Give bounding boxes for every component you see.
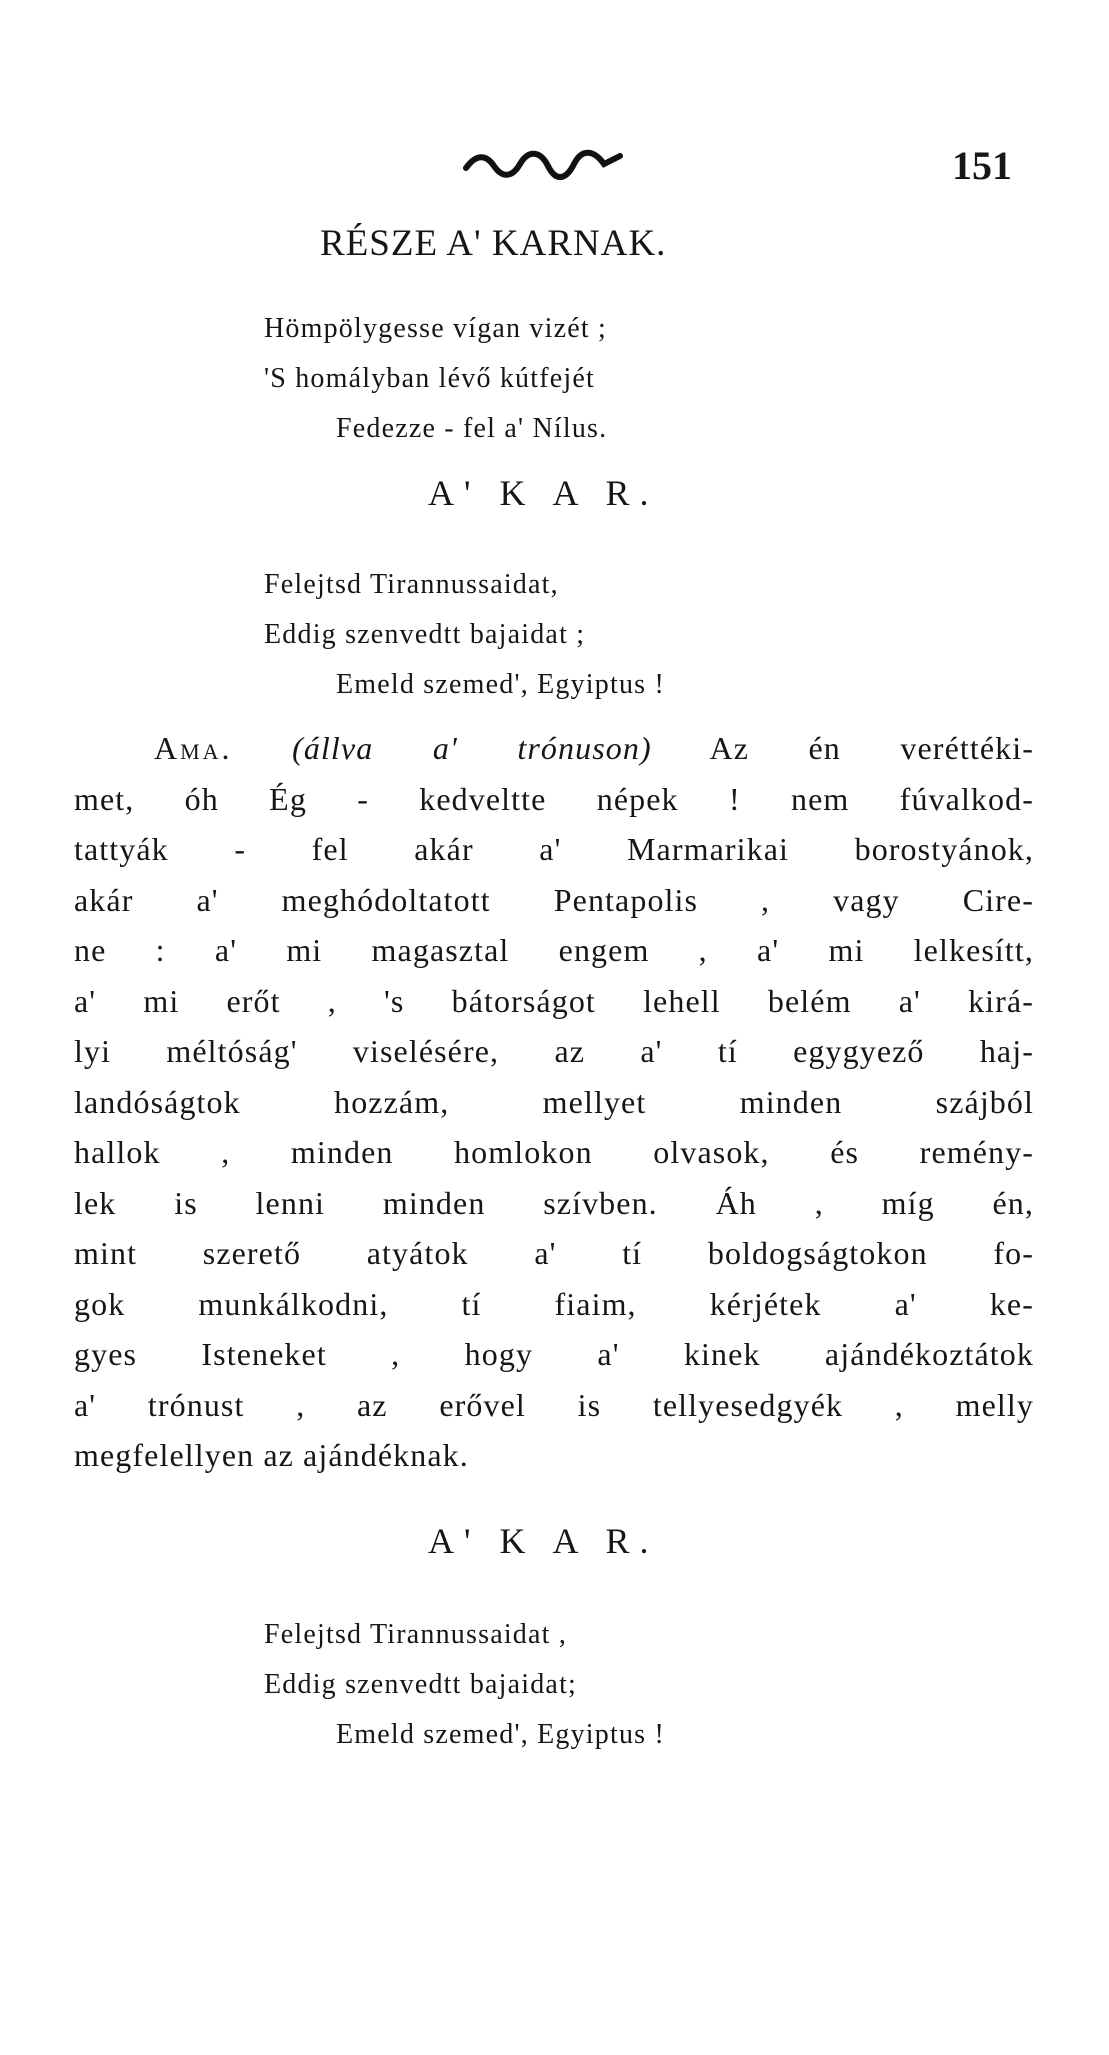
verse-stanza-1 xyxy=(264,304,607,454)
verse-line: Emeld szemed', Egyiptus ! xyxy=(336,1719,665,1750)
prose-line: akár a' meghódoltatott Pentapolis , vagy Cire- xyxy=(74,881,1034,918)
verse-stanza-3 xyxy=(264,1610,665,1760)
prose-line: lyi méltóság' viselésére, az a' tí egygyező haj- xyxy=(74,1033,1034,1069)
prose-line: lek is lenni minden szívben. Áh , míg én, xyxy=(74,1184,1034,1221)
prose-line: tattyák - fel akár a' Marmarikai borostyánok, xyxy=(74,831,1034,867)
prose-line: a' trónust , az erővel is tellyesedgyék , melly xyxy=(74,1386,1034,1423)
prose-line: hallok , minden homlokon olvasok, és remény- xyxy=(74,1134,1034,1170)
chorus-label: A' K A R. xyxy=(428,473,659,513)
prose-line: met, óh Ég - kedveltte népek ! nem fúvalkod- xyxy=(74,780,1034,817)
verse-line: Hömpölygesse vígan vizét ; xyxy=(264,313,608,344)
verse-line: Fedezze - fel a' Nílus. xyxy=(336,413,608,444)
verse-line: Eddig szenvedtt bajaidat; xyxy=(264,1669,578,1700)
verse-stanza-2 xyxy=(264,560,665,710)
prose-line: mint szerető atyátok a' tí boldogságtokon fo- xyxy=(74,1235,1034,1271)
stage-direction: (állva a' trónuson) xyxy=(292,730,652,766)
verse-line: 'S homályban lévő kútfejét xyxy=(264,363,595,394)
prose-text: Az én veréttéki- xyxy=(709,730,1035,766)
chorus-label: A' K A R. xyxy=(428,1521,659,1561)
verse-line: Felejtsd Tirannussaidat , xyxy=(264,1619,568,1650)
verse-line: Felejtsd Tirannussaidat, xyxy=(264,569,559,600)
verse-line: Eddig szenvedtt bajaidat ; xyxy=(264,619,586,650)
verse-line: Emeld szemed', Egyiptus ! xyxy=(336,669,665,700)
prose-line: ne : a' mi magasztal engem , a' mi lelkesítt, xyxy=(74,932,1034,968)
page-number: 151 xyxy=(952,143,1012,188)
prose-line xyxy=(74,723,1034,774)
prose-line: gok munkálkodni, tí fiaim, kérjétek a' ke- xyxy=(74,1285,1034,1322)
prose-line: megfelellyen az ajándéknak. xyxy=(74,1437,469,1473)
section-heading: RÉSZE A' KARNAK. xyxy=(320,223,667,264)
prose-paragraph xyxy=(74,723,1034,1481)
prose-line: landóságtok hozzám, mellyet minden szájból xyxy=(74,1083,1034,1120)
speaker-name: Ama. xyxy=(154,730,233,766)
prose-line: a' mi erőt , 's bátorságot lehell belém a' kirá- xyxy=(74,982,1034,1019)
prose-line: gyes Isteneket , hogy a' kinek ajándékoztátok xyxy=(74,1336,1034,1372)
ornament-flourish-icon xyxy=(462,142,624,186)
